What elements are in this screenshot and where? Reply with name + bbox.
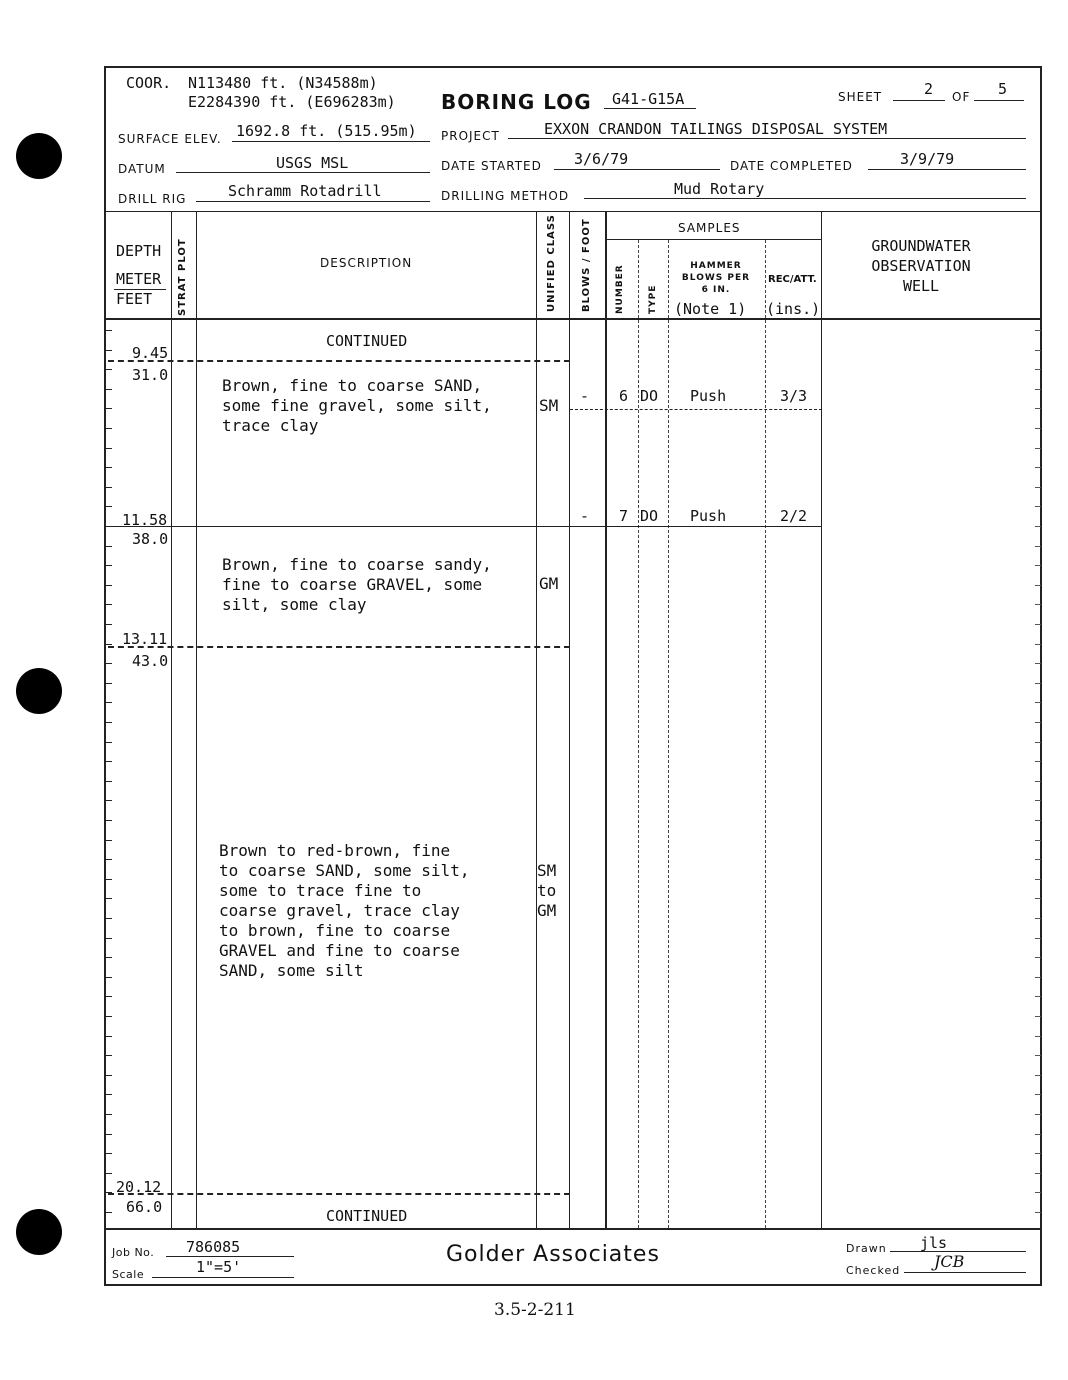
of-label: OF	[952, 90, 971, 104]
scale-tick	[104, 389, 112, 390]
date-started-label: DATE STARTED	[441, 159, 542, 173]
samples-divider	[605, 239, 821, 240]
well-tick	[1035, 1192, 1041, 1193]
surface-elev-label: SURFACE ELEV.	[118, 132, 222, 146]
boundary-line-3	[108, 646, 570, 648]
depth-meter-4: 20.12	[116, 1178, 162, 1196]
sheet-total-underline	[974, 100, 1024, 101]
well-tick	[1035, 565, 1041, 566]
sheet-number: 2	[924, 80, 934, 98]
well-tick	[1035, 977, 1041, 978]
well-tick	[1035, 820, 1041, 821]
checked-underline	[904, 1272, 1026, 1273]
depth-header: DEPTH	[116, 242, 162, 260]
samples-header: SAMPLES	[678, 221, 741, 235]
scale-tick	[104, 859, 112, 860]
groundwater-header: GROUNDWATER OBSERVATION WELL	[871, 237, 971, 295]
well-tick	[1035, 781, 1041, 782]
scale-tick	[104, 742, 112, 743]
drawn-label: Drawn	[846, 1242, 887, 1255]
date-completed-label: DATE COMPLETED	[730, 159, 853, 173]
boundary-line-2	[108, 526, 822, 527]
date-completed-underline	[868, 169, 1026, 170]
scale-tick	[104, 1075, 112, 1076]
coor-northing: N113480 ft. (N34588m)	[188, 74, 378, 92]
header-divider	[104, 211, 1042, 212]
continued-bottom: CONTINUED	[326, 1207, 408, 1225]
sample-1-type: DO	[640, 387, 659, 405]
well-tick	[1035, 1075, 1041, 1076]
scale-tick	[104, 350, 112, 351]
scale-tick	[104, 1134, 112, 1135]
drilling-method-value: Mud Rotary	[674, 180, 765, 198]
col-line-blows	[605, 211, 607, 1228]
boundary-line-1	[108, 360, 570, 362]
drill-rig-value: Schramm Rotadrill	[228, 182, 382, 200]
well-tick	[1035, 683, 1041, 684]
sample-2-hammer: Push	[690, 507, 727, 525]
checked-value: JCB	[934, 1252, 965, 1271]
sample-2-type: DO	[640, 507, 659, 525]
well-tick	[1035, 859, 1041, 860]
description-header: DESCRIPTION	[320, 256, 413, 270]
scale-tick	[104, 1212, 112, 1213]
scale-tick	[104, 526, 112, 527]
sample-1-hammer: Push	[690, 387, 727, 405]
number-header: NUMBER	[615, 264, 625, 314]
well-tick	[1035, 389, 1041, 390]
well-tick	[1035, 742, 1041, 743]
col-line-description	[536, 211, 537, 1228]
scale-tick	[104, 604, 112, 605]
scale-tick	[104, 879, 112, 880]
scale-tick	[104, 369, 112, 370]
project-label: PROJECT	[441, 129, 500, 143]
date-started-underline	[554, 169, 720, 170]
well-tick	[1035, 800, 1041, 801]
scale-tick	[104, 1055, 112, 1056]
scale-tick	[104, 546, 112, 547]
col-line-depth	[171, 211, 172, 1228]
well-tick	[1035, 1134, 1041, 1135]
layer-3-description: Brown to red-brown, fine to coarse SAND, some silt, some to trace fine to coarse gravel, trace clay to brown, fine to coarse GRAVEL and fine to coarse SAND, some silt	[219, 841, 470, 980]
scale-tick	[104, 683, 112, 684]
rec-att-header: REC/ATT.	[768, 274, 817, 285]
sample-2-rec: 2/2	[780, 507, 808, 525]
checked-label: Checked	[846, 1264, 901, 1277]
well-tick	[1035, 996, 1041, 997]
boring-log-title: BORING LOG	[441, 90, 592, 114]
well-tick	[1035, 1036, 1041, 1037]
depth-feet-4: 66.0	[126, 1198, 163, 1216]
well-tick	[1035, 1212, 1041, 1213]
job-no-underline	[166, 1256, 294, 1257]
well-tick	[1035, 526, 1041, 527]
blows-foot-header: BLOWS / FOOT	[581, 218, 592, 312]
project-value: EXXON CRANDON TAILINGS DISPOSAL SYSTEM	[544, 120, 888, 138]
well-tick	[1035, 1055, 1041, 1056]
scale-tick	[104, 1094, 112, 1095]
scale-underline	[152, 1277, 294, 1278]
well-tick	[1035, 722, 1041, 723]
surface-elev-value: 1692.8 ft. (515.95m)	[236, 122, 417, 140]
drilling-method-underline	[584, 198, 1026, 199]
well-tick	[1035, 330, 1041, 331]
well-tick	[1035, 624, 1041, 625]
sheet-label: SHEET	[838, 90, 883, 104]
layer-1-description: Brown, fine to coarse SAND, some fine gravel, some silt, trace clay	[222, 376, 492, 435]
well-tick	[1035, 428, 1041, 429]
well-tick	[1035, 918, 1041, 919]
well-tick	[1035, 1094, 1041, 1095]
layer-1-class: SM	[539, 396, 559, 415]
well-tick	[1035, 604, 1041, 605]
sample-1-rec: 3/3	[780, 387, 808, 405]
meter-header: METER	[116, 270, 162, 288]
footer-divider	[104, 1228, 1042, 1230]
col-line-strat	[196, 211, 197, 1228]
boring-id-underline	[604, 108, 696, 109]
layer-3-class: SM to GM	[537, 861, 557, 920]
col-line-type	[668, 240, 669, 1228]
scale-tick	[104, 820, 112, 821]
scale-tick	[104, 624, 112, 625]
layer-2-description: Brown, fine to coarse sandy, fine to coarse GRAVEL, some silt, some clay	[222, 555, 492, 614]
job-no-value: 786085	[186, 1238, 241, 1256]
company-name: Golder Associates	[446, 1242, 660, 1267]
well-tick	[1035, 879, 1041, 880]
date-started-value: 3/6/79	[574, 150, 629, 168]
scale-tick	[104, 506, 112, 507]
scale-tick	[104, 1192, 112, 1193]
binder-hole-bottom	[16, 1209, 62, 1255]
well-tick	[1035, 761, 1041, 762]
sample-1-number: 6	[619, 387, 629, 405]
scale-tick	[104, 448, 112, 449]
well-tick	[1035, 546, 1041, 547]
depth-meter-3: 13.11	[122, 630, 168, 648]
scale-tick	[104, 957, 112, 958]
surface-elev-underline	[232, 141, 430, 142]
scale-tick	[104, 840, 112, 841]
drill-rig-underline	[196, 201, 430, 202]
scale-tick	[104, 565, 112, 566]
boring-id: G41-G15A	[612, 90, 685, 108]
scale-tick	[104, 1036, 112, 1037]
sample-1-line	[570, 409, 822, 410]
well-tick	[1035, 1153, 1041, 1154]
ins-header: (ins.)	[766, 300, 821, 318]
col-line-rec	[821, 211, 822, 1228]
well-tick	[1035, 467, 1041, 468]
well-tick	[1035, 506, 1041, 507]
depth-meter-1: 9.45	[132, 344, 169, 362]
drawn-value: jls	[920, 1234, 948, 1252]
strat-plot-header: STRAT PLOT	[177, 238, 188, 316]
scale-tick	[104, 898, 112, 899]
binder-hole-middle	[16, 668, 62, 714]
project-underline	[508, 138, 1026, 139]
hammer-blows-header: HAMMER BLOWS PER 6 IN.	[681, 261, 751, 295]
scale-tick	[104, 761, 112, 762]
well-tick	[1035, 408, 1041, 409]
coor-easting: E2284390 ft. (E696283m)	[188, 93, 396, 111]
sheet-total: 5	[998, 80, 1008, 98]
scale-tick	[104, 467, 112, 468]
well-tick	[1035, 1016, 1041, 1017]
scale-tick	[104, 1173, 112, 1174]
scale-tick	[104, 938, 112, 939]
scale-tick	[104, 918, 112, 919]
binder-hole-top	[16, 133, 62, 179]
note-header: (Note 1)	[674, 300, 747, 318]
datum-value: USGS MSL	[276, 154, 349, 172]
job-no-label: Job No.	[112, 1246, 155, 1259]
scale-tick	[104, 663, 112, 664]
well-tick	[1035, 487, 1041, 488]
col-line-hammer	[765, 240, 766, 1228]
sheet-number-underline	[893, 100, 945, 101]
well-tick	[1035, 585, 1041, 586]
scale-tick	[104, 702, 112, 703]
scale-tick	[104, 996, 112, 997]
layer-2-class: GM	[539, 574, 559, 593]
scale-tick	[104, 800, 112, 801]
continued-top: CONTINUED	[326, 332, 408, 350]
coor-label: COOR.	[126, 74, 172, 92]
col-line-class	[569, 211, 570, 1228]
scale-tick	[104, 722, 112, 723]
scale-label: Scale	[112, 1268, 145, 1281]
page-number: 3.5-2-211	[494, 1300, 576, 1320]
well-tick	[1035, 350, 1041, 351]
boundary-line-4	[108, 1193, 570, 1195]
scale-tick	[104, 1153, 112, 1154]
well-tick	[1035, 369, 1041, 370]
depth-feet-1: 31.0	[132, 366, 169, 384]
col-line-number	[638, 240, 639, 1228]
sample-1-blows: -	[580, 387, 590, 405]
well-tick	[1035, 702, 1041, 703]
drill-rig-label: DRILL RIG	[118, 192, 187, 206]
depth-feet-3: 43.0	[132, 652, 169, 670]
scale-tick	[104, 408, 112, 409]
well-tick	[1035, 840, 1041, 841]
datum-label: DATUM	[118, 162, 166, 176]
well-tick	[1035, 1173, 1041, 1174]
well-tick	[1035, 957, 1041, 958]
well-tick	[1035, 644, 1041, 645]
scale-tick	[104, 428, 112, 429]
scale-tick	[104, 781, 112, 782]
well-tick	[1035, 448, 1041, 449]
well-tick	[1035, 898, 1041, 899]
scale-tick	[104, 487, 112, 488]
scale-tick	[104, 1016, 112, 1017]
scale-tick	[104, 330, 112, 331]
date-completed-value: 3/9/79	[900, 150, 955, 168]
sample-2-number: 7	[619, 507, 629, 525]
type-header: TYPE	[648, 284, 658, 314]
column-header-divider	[104, 318, 1042, 320]
datum-underline	[176, 172, 430, 173]
depth-feet-2: 38.0	[132, 530, 169, 548]
well-tick	[1035, 663, 1041, 664]
scale-tick	[104, 977, 112, 978]
sample-2-blows: -	[580, 507, 590, 525]
scale-value: 1"=5'	[196, 1258, 242, 1276]
well-tick	[1035, 1114, 1041, 1115]
scale-tick	[104, 644, 112, 645]
well-tick	[1035, 938, 1041, 939]
feet-header: FEET	[116, 290, 153, 308]
scale-tick	[104, 585, 112, 586]
depth-meter-2: 11.58	[122, 511, 168, 529]
drilling-method-label: DRILLING METHOD	[441, 189, 570, 203]
unified-class-header: UNIFIED CLASS	[546, 214, 557, 312]
scale-tick	[104, 1114, 112, 1115]
